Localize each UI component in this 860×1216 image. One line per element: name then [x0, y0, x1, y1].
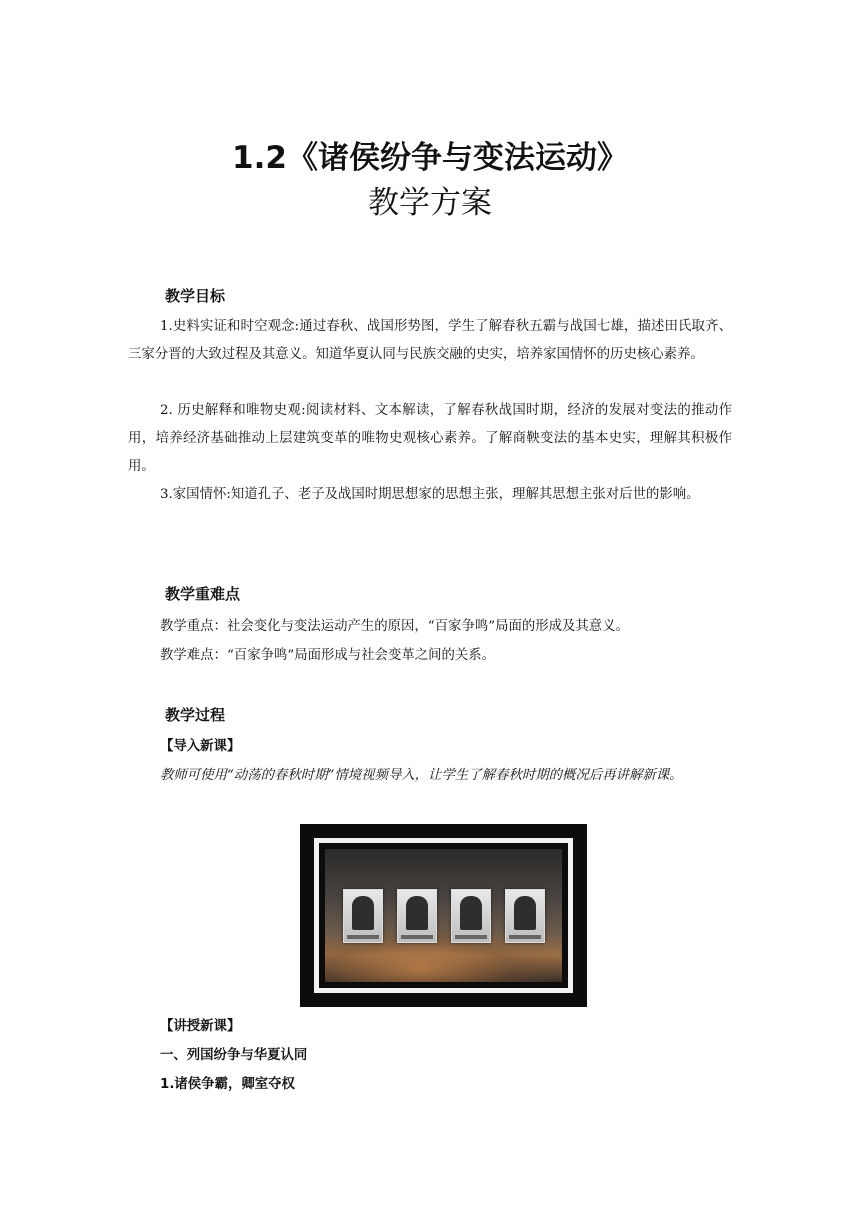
portrait-card-2	[397, 889, 437, 943]
objectives-heading: 教学目标	[165, 287, 226, 305]
portrait-card-4	[505, 889, 545, 943]
key-difficulty-text: 教学难点：“百家争鸣”局面形成与社会变革之间的关系。	[160, 648, 496, 663]
image-border	[314, 838, 573, 993]
section-heading-1: 一、列国纷争与华夏认同	[160, 1048, 308, 1063]
process-heading: 教学过程	[165, 706, 226, 724]
document-subtitle: 教学方案	[368, 185, 492, 221]
intro-video-image	[300, 824, 587, 1007]
portrait-card-3	[451, 889, 491, 943]
objective-item-1: 1.史料实证和时空观念:通过春秋、战国形势图，学生了解春秋五霸与战国七雄，描述田氏取齐、三家分晋的大致过程及其意义。知道华夏认同与民族交融的史实，培养家国情怀的历史核心素养。	[128, 319, 732, 362]
objective-item-3: 3.家国情怀:知道孔子、老子及战国时期思想家的思想主张，理解其思想主张对后世的影响。	[160, 487, 700, 502]
battle-scene-image	[325, 849, 562, 982]
key-points-heading: 教学重难点	[165, 585, 241, 603]
portrait-card-1	[343, 889, 383, 943]
intro-label: 【导入新课】	[160, 739, 241, 754]
document-title: 1.2《诸侯纷争与变法运动》	[232, 140, 628, 176]
intro-text: 教师可使用“动荡的春秋时期”情境视频导入，让学生了解春秋时期的概况后再讲解新课。	[160, 768, 683, 783]
lecture-label: 【讲授新课】	[160, 1019, 241, 1034]
objective-item-2: 2. 历史解释和唯物史观:阅读材料、文本解读，了解春秋战国时期，经济的发展对变法的推动作用，培养经济基础推动上层建筑变革的唯物史观核心素养。了解商鞅变法的基本史实，理解其积极作用。	[128, 403, 732, 474]
key-focus-text: 教学重点：社会变化与变法运动产生的原因，“百家争鸣”局面的形成及其意义。	[160, 619, 629, 634]
subsection-heading-1: 1.诸侯争霸，卿室夺权	[160, 1077, 295, 1092]
